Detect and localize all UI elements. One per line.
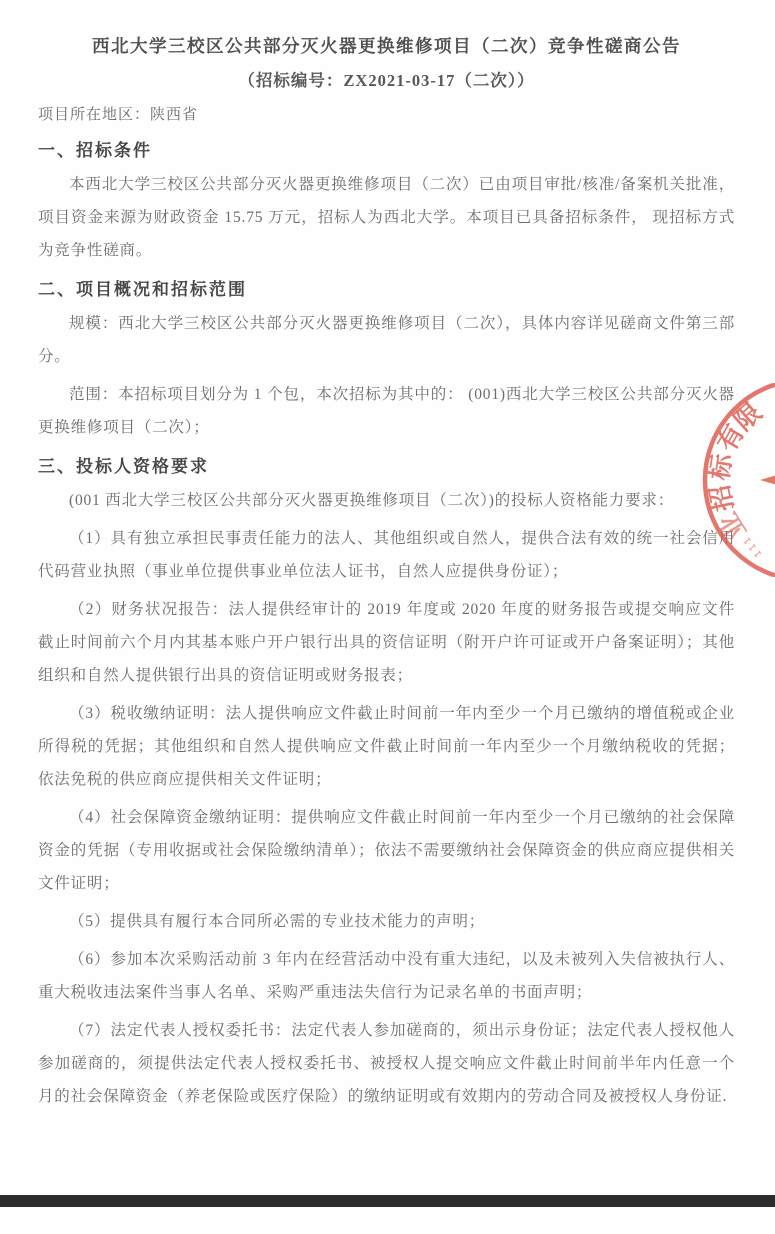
seal-char-partial: 业 — [713, 507, 753, 545]
paragraph-requirement-1: （1）具有独立承担民事责任能力的法人、其他组织或自然人，提供合法有效的统一社会信用代码营业执照（事业单位提供事业单位法人证书，自然人应提供身份证）； — [38, 530, 735, 580]
paragraph-requirement-5: （5）提供具有履行本合同所必需的专业技术能力的声明； — [69, 913, 486, 930]
bottom-bar — [0, 1195, 775, 1207]
paragraph-scope: 范围：本招标项目划分为 1 个包，本次招标为其中的： (001)西北大学三校区公共部分灭火器更换维修项目（二次）； — [38, 386, 735, 436]
seal-char-xian: 限 — [728, 397, 768, 437]
project-region-line: 项目所在地区：陕西省 — [38, 107, 199, 123]
paragraph-requirement-6: （6）参加本次采购活动前 3 年内在经营活动中没有重大违纪，以及未被列入失信被执行人、重大税收违法案件当事人名单、采购严重违法失信行为记录名单的书面声明； — [38, 951, 735, 1001]
seal-char-zhao: 招 — [705, 482, 739, 514]
document-title: 西北大学三校区公共部分灭火器更换维修项目（二次）竞争性磋商公告 — [92, 36, 681, 56]
paragraph-scale: 规模：西北大学三校区公共部分灭火器更换维修项目（二次），具体内容详见磋商文件第三部分。 — [38, 315, 735, 365]
seal-char-biao: 标 — [704, 451, 738, 483]
seal-char-you: 有 — [711, 419, 751, 457]
paragraph-requirement-2: （2）财务状况报告：法人提供经审计的 2019 年度或 2020 年度的财务报告或提交响应文件截止时间前六个月内其基本账户开户银行出具的资信证明（附开户许可证或开户备案证明）；其他组织和自然人提供银行出具的资信证明或财务报表； — [38, 601, 735, 684]
paragraph-qualification-intro: (001 西北大学三校区公共部分灭火器更换维修项目（二次）)的投标人资格能力要求： — [69, 492, 675, 509]
seal-serial-marks: 1 1 1 — [741, 534, 765, 560]
paragraph-bidding-conditions: 本西北大学三校区公共部分灭火器更换维修项目（二次）已由项目审批/核准/备案机关批准，项目资金来源为财政资金 15.75 万元，招标人为西北大学。本项目已具备招标条件， 现招标方式为竞争性磋商。 — [38, 176, 735, 259]
paragraph-requirement-3: （3）税收缴纳证明：法人提供响应文件截止时间前一年内至少一个月已缴纳的增值税或企业所得税的凭据；其他组织和自然人提供响应文件截止时间前一年内至少一个月缴纳税收的凭据；依法免税的供应商应提供相关文件证明； — [38, 705, 735, 788]
paragraph-requirement-4: （4）社会保障资金缴纳证明：提供响应文件截止时间前一年内至少一个月已缴纳的社会保障资金的凭据（专用收据或社会保险缴纳清单）；依法不需要缴纳社会保障资金的供应商应提供相关文件证明； — [38, 809, 735, 892]
section-heading-3: 三、投标人资格要求 — [38, 457, 209, 476]
section-heading-2: 二、项目概况和招标范围 — [38, 280, 247, 299]
document-subtitle: （招标编号：ZX2021-03-17（二次）） — [238, 71, 535, 90]
paragraph-requirement-7: （7）法定代表人授权委托书：法定代表人参加磋商的，须出示身份证；法定代表人授权他人参加磋商的，须提供法定代表人授权委托书、被授权人提交响应文件截止时间前半年内任意一个月的社会保障资金（养老保险或医疗保险）的缴纳证明或有效期内的劳动合同及被授权人身份证. — [38, 1022, 735, 1105]
section-heading-1: 一、招标条件 — [38, 141, 152, 160]
